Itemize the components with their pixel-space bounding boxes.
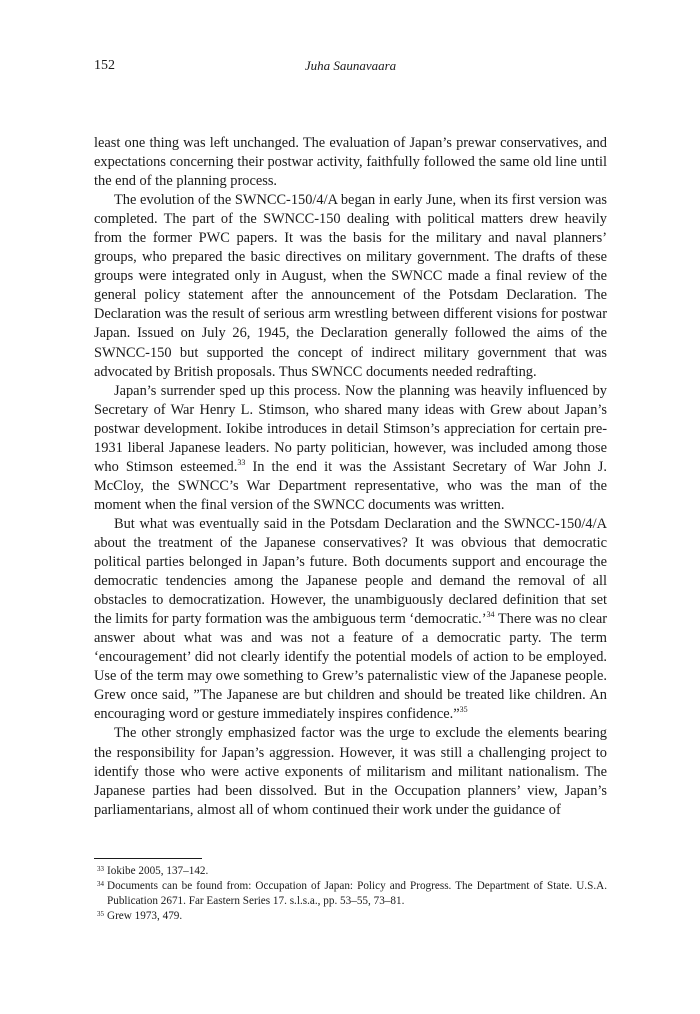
footnote-33 xyxy=(94,864,607,879)
paragraph-2: The evolution of the SWNCC-150/4/A began in early June, when its first version was completed. The part of the SWNCC-150 dealing with political matters drew heavily from the former PWC papers. It was the basis for the military and naval planners’ groups, who prepared the basic directives on military government. The drafts of these groups were integrated only in August, when the SWNCC made a final review of the general policy statement after the announcement of the Potsdam Declaration. The Declaration was the result of serious arm wrestling between different visions for postwar Japan. Issued on July 26, 1945, the Declaration generally followed the aims of the SWNCC-150 but supported the concept of indirect military government that was advocated by British proposals. Thus SWNCC documents needed redrafting. xyxy=(94,192,607,380)
page-number: 152 xyxy=(94,58,115,73)
paragraph-1: least one thing was left unchanged. The evaluation of Japan’s prewar conservatives, and expectations concerning their postwar activity, faithfully followed the same old line until the end of the planning process. xyxy=(94,135,607,190)
paragraph-3 xyxy=(94,382,607,515)
paragraph-5: The other strongly emphasized factor was the urge to exclude the elements bearing the responsibility for Japan’s aggression. However, it was still a challenging project to identify those who were active exponents of militarism and militant nationalism. The Japanese parties had been dissolved. But in the Occupation planners’ view, Japan’s parliamentarians, almost all of whom continued their work under the guidance of xyxy=(94,725,607,818)
footnotes xyxy=(94,864,607,924)
footnote-34 xyxy=(94,879,607,909)
footnote-number: 33 xyxy=(97,865,104,873)
footnote-text: Documents can be found from: Occupation of Japan: Policy and Progress. The Department of State. U.S.A. Publication 2671. Far Eastern Series 17. s.l.s.a., pp. 53–55, 73–81. xyxy=(107,880,607,907)
footnote-ref-35[interactable]: 35 xyxy=(459,705,468,715)
footnote-35 xyxy=(94,909,607,924)
paragraph-3-text-b: In the end it was the Assistant Secretary of War John J. McCloy, the SWNCC’s War Department representative, who was the man of the moment when the final version of the SWNCC documents was written. xyxy=(94,458,607,513)
footnote-divider xyxy=(94,858,202,859)
paragraph-3-text-a: Japan’s surrender sped up this process. Now the planning was heavily influenced by Secretary of War Henry L. Stimson, who shared many ideas with Grew about Japan’s postwar development. Iokibe introduces in detail Stimson’s appreciation for certain pre-1931 liberal Japanese leaders. No party politician, however, was included among those who Stimson esteemed. xyxy=(94,382,607,475)
footnote-number: 34 xyxy=(97,880,104,888)
footnote-text: Grew 1973, 479. xyxy=(107,910,183,922)
footnote-number: 35 xyxy=(97,910,104,918)
running-head: Juha Saunavaara xyxy=(304,58,397,73)
footnote-ref-33[interactable]: 33 xyxy=(237,457,246,467)
footnote-text: Iokibe 2005, 137–142. xyxy=(107,865,209,877)
page-header xyxy=(94,56,607,76)
body-text xyxy=(94,134,607,820)
paragraph-4 xyxy=(94,515,607,725)
paragraph-4-text-a: But what was eventually said in the Potsdam Declaration and the SWNCC-150/4/A about the treatment of the Japanese conservatives? It was obvious that democratic political parties belonged in Japan’s future. Both documents support and encourage the democratic tendencies among the Japanese people and demand the removal of all obstacles to democratization. However, the unambiguously declared definition that set the limits for party formation was the ambiguous term ‘democratic.’ xyxy=(94,515,607,628)
paragraph-4-text-b: There was no clear answer about what was and was not a feature of a democratic party. The term ‘encouragement’ did not clearly identify the potential models of action to be employed. Use of the term may owe something to Grew’s paternalistic view of the Japanese people. Grew once said, ”The Japanese are but children and should be treated like children. An encouraging word or gesture immediately inspires confidence.” xyxy=(94,611,608,723)
book-page xyxy=(94,0,607,1014)
footnote-ref-34[interactable]: 34 xyxy=(486,610,495,620)
